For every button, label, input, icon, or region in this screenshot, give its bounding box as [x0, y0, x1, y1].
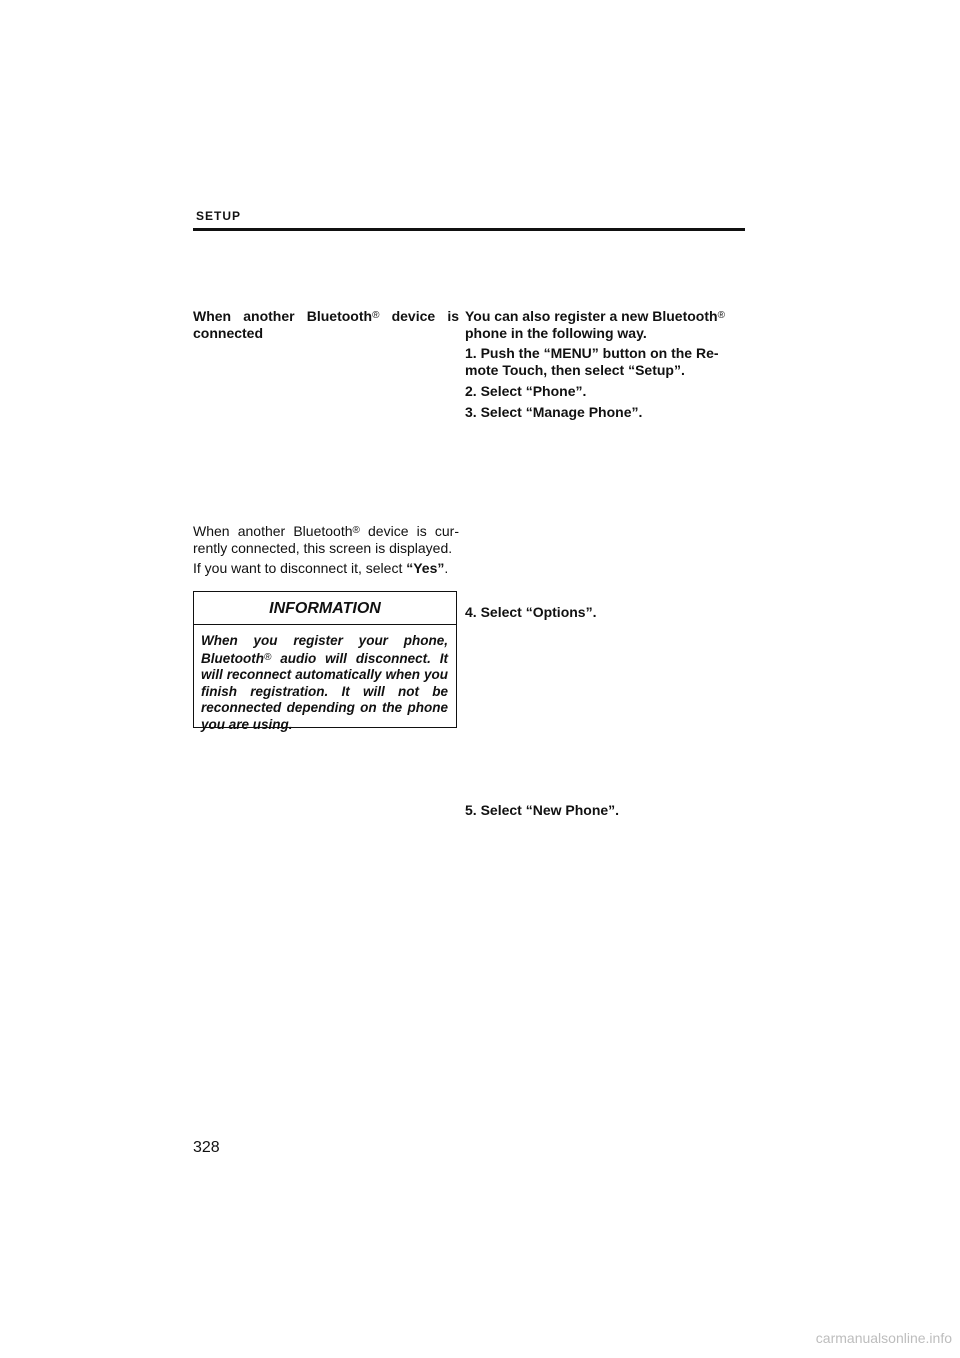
registered-mark: ® — [352, 525, 360, 536]
header-rule — [193, 228, 745, 231]
right-intro: You can also register a new Bluetooth® phone in the following way. — [465, 308, 725, 341]
step-3: 3. Select “Manage Phone”. — [465, 404, 643, 420]
step-4: 4. Select “Options”. — [465, 604, 597, 620]
information-box — [193, 591, 457, 732]
step-1: 1. Push the “MENU” button on the Re-mote Touch, then select “Setup”. — [465, 345, 719, 378]
information-text: When you register your phone, Bluetooth® audio will disconnect. It will reconnect automatically when you finish registration. It will not be reconnected depending on the phone you are using. — [201, 633, 448, 732]
left-paragraph-1: When another Bluetooth® device is cur-rently connected, this screen is displayed. — [193, 523, 459, 556]
information-title: INFORMATION — [269, 600, 381, 617]
left-paragraph-2: If you want to disconnect it, select “Yes”. — [193, 560, 449, 576]
page-number: 328 — [193, 1139, 220, 1156]
step-2: 2. Select “Phone”. — [465, 383, 587, 399]
registered-mark: ® — [717, 310, 725, 321]
step-5: 5. Select “New Phone”. — [465, 802, 620, 818]
registered-mark: ® — [264, 651, 272, 663]
left-heading: When another Bluetooth® device is connected — [193, 308, 459, 341]
registered-mark: ® — [372, 310, 380, 321]
section-label: SETUP — [196, 209, 242, 223]
watermark: carmanualsonline.info — [815, 1330, 952, 1346]
